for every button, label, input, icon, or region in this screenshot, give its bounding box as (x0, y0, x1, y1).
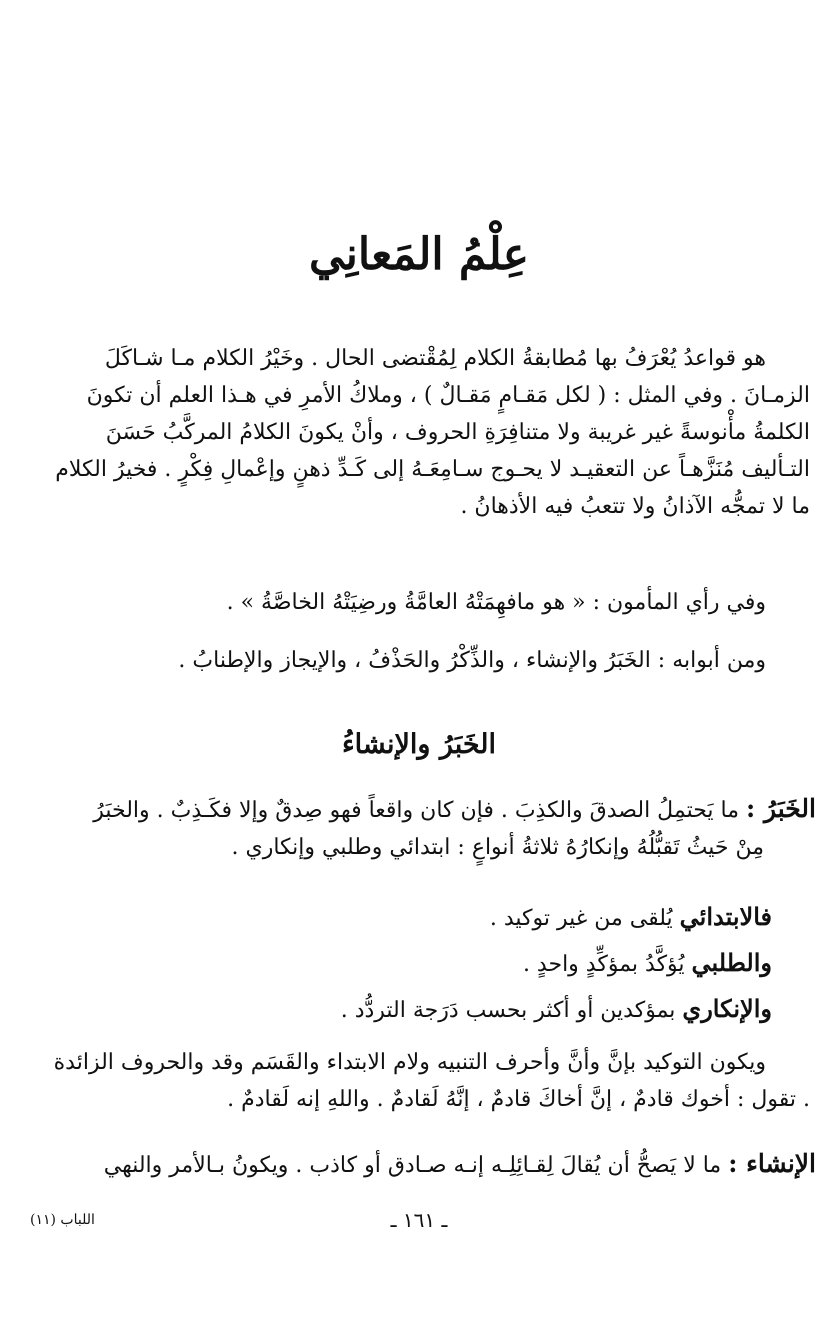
khabar-types-list (48, 895, 772, 1033)
type-inkari: والإنكاري بمؤكدين أو أكثر بحسب دَرَجة التردُّد . (340, 994, 772, 1023)
insha-definition (48, 1145, 816, 1184)
intro-paragraph: هو قواعدُ يُعْرَفُ بها مُطابقةُ الكلام لِمُقْتضى الحال . وخَيْرُ الكلام مـا شـاكَلَ الزمـانَ . وفي المثل : ( لكل مَقـامٍ مَقـالٌ ) ، وملاكُ الأمرِ في هـذا العلم أن تكونَ الكلمةُ مأْنوسةً غير غريبة ولا متنافِرَةِ الحروف ، وأنْ يكونَ الكلامُ المركَّبُ حَسَنَ التـأليف مُنَزَّهـاً عن التعقيـد لا يحـوج سـامِعَـهُ إلى كَـدِّ ذهنٍ وإعْمالِ فِكْرٍ . فخيرُ الكلام ما لا تمجُّه الآذانُ ولا تتعبُ فيه الأذهانُ . (55, 346, 810, 519)
mamun-quote: وفي رأي المأمون : « هو مافهِمَتْهُ العامَّةُ ورضِيَتْهُ الخاصَّةُ » . (226, 590, 766, 615)
khabar-definition (48, 790, 816, 866)
type-ibtidai: فالابتدائي يُلقى من غير توكيد . (489, 902, 772, 931)
page-title: عِلْمُ المَعانِي (308, 229, 530, 280)
type-talabi: والطلبي يُؤكَّدُ بمؤكِّدٍ واحدٍ . (522, 948, 772, 977)
section-heading: الخَبَرُ والإنشاءُ (341, 729, 497, 760)
book-signature: اللباب (١١) (30, 1212, 95, 1228)
khabar-line-1: ما يَحتمِلُ الصدقَ والكذِبَ . فإن كان واقعاً فهو صِدقٌ وإلا فكَـذِبٌ . والخبَرُ (93, 798, 740, 823)
insha-term: الإنشاء : (728, 1149, 816, 1178)
khabar-term: الخَبَرُ : (746, 794, 816, 823)
khabar-line-2: مِنْ حَيثُ تَقبُّلُهُ وإنكارُهُ ثلاثةُ أنواعٍ : ابتدائي وطلبي وإنكاري . (231, 835, 764, 860)
page-number: ـ ١٦١ ـ (390, 1208, 448, 1232)
tawkid-paragraph: ويكون التوكيد بإنَّ وأنَّ وأحرف التنبيه ولام الابتداء والقَسَم وقد والحروف الزائدة . تقول : أخوك قادمٌ ، إنَّ أخاكَ قادمٌ ، إنَّهُ لَقادمٌ . واللهِ إنه لَقادمٌ . (53, 1050, 810, 1112)
insha-text: ما لا يَصحُّ أن يُقالَ لِقـائِلِـه إنـه صـادق أو كاذب . ويكونُ بـالأمر والنهي (103, 1153, 722, 1178)
abwab-paragraph: ومن أبوابه : الخَبَرُ والإنشاء ، والذِّكْرُ والحَذْفُ ، والإيجاز والإطنابُ . (178, 648, 766, 673)
